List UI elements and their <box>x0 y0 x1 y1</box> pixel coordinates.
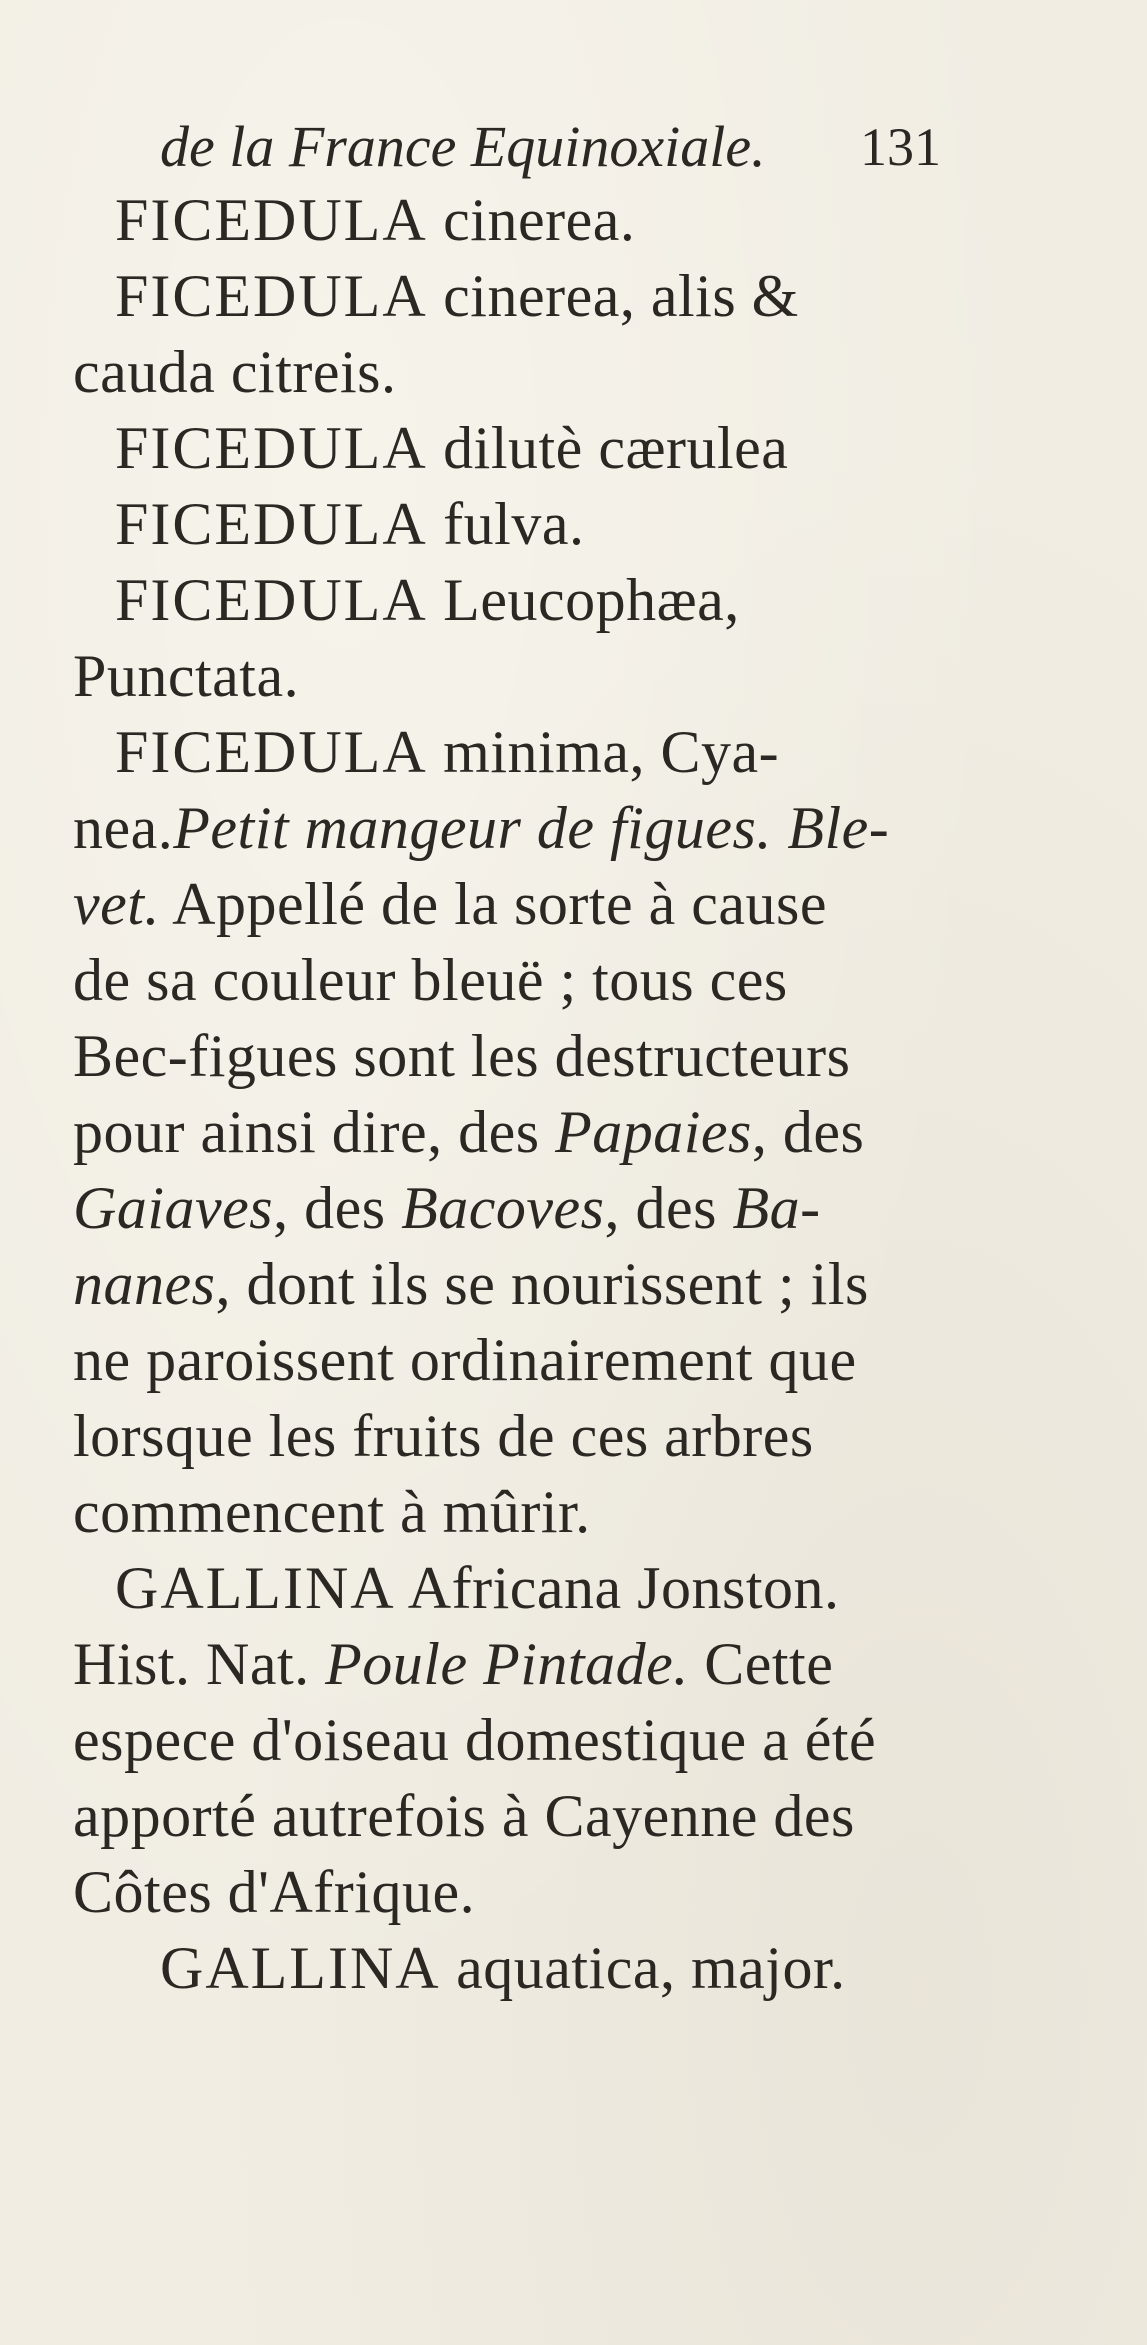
text-line: Punctata. <box>73 643 300 709</box>
text-line: cauda citreis. <box>73 339 397 405</box>
text-line: de sa couleur bleuë ; tous ces <box>73 947 788 1013</box>
text-line: Gaiaves, des Bacoves, des Ba- <box>73 1175 821 1241</box>
text-line: commencent à mûrir. <box>73 1479 591 1545</box>
genus-name: FICEDULA <box>115 719 428 785</box>
text-line: FICEDULA cinerea, alis & <box>115 263 799 329</box>
text-line: FICEDULA Leucophæa, <box>115 567 740 633</box>
text-line: GALLINA Africana Jonston. <box>115 1555 840 1621</box>
genus-name: GALLINA <box>115 1555 396 1621</box>
text-line: espece d'oiseau domestique a été <box>73 1707 877 1773</box>
text-line: FICEDULA dilutè cærulea <box>115 415 789 481</box>
text-line: Côtes d'Afrique. <box>73 1859 476 1925</box>
running-head-title: de la France Equinoxiale. <box>160 114 766 179</box>
text-line: apporté autrefois à Cayenne des <box>73 1783 855 1849</box>
text-line: Bec-figues sont les destructeurs <box>73 1023 851 1089</box>
text-line: vet. Appellé de la sorte à cause <box>73 871 827 937</box>
genus-name: FICEDULA <box>115 491 428 557</box>
text-line: Hist. Nat. Poule Pintade. Cette <box>73 1631 834 1697</box>
text-line: GALLINA aquatica, major. <box>160 1935 846 2001</box>
text-line: ne paroissent ordinairement que <box>73 1327 857 1393</box>
genus-name: FICEDULA <box>115 567 428 633</box>
genus-name: FICEDULA <box>115 263 428 329</box>
text-line: nea.Petit mangeur de figues. Ble- <box>73 795 890 861</box>
page-number: 131 <box>860 117 941 177</box>
text-line: FICEDULA minima, Cya- <box>115 719 780 785</box>
text-line: nanes, dont ils se nourissent ; ils <box>73 1251 869 1317</box>
text-line: FICEDULA cinerea. <box>115 187 636 253</box>
genus-name: GALLINA <box>160 1935 441 2001</box>
genus-name: FICEDULA <box>115 187 428 253</box>
running-head <box>0 112 1147 182</box>
text-line: pour ainsi dire, des Papaies, des <box>73 1099 865 1165</box>
genus-name: FICEDULA <box>115 415 428 481</box>
text-line: FICEDULA fulva. <box>115 491 585 557</box>
text-line: lorsque les fruits de ces arbres <box>73 1403 814 1469</box>
